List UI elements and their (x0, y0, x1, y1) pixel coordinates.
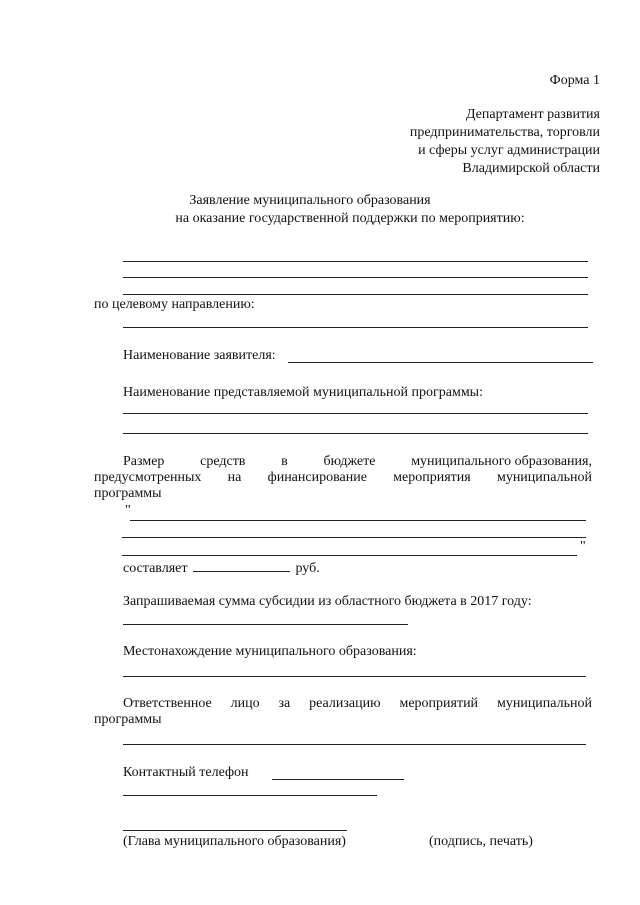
responsible-line[interactable] (123, 744, 586, 745)
form-label: Форма 1 (549, 73, 600, 88)
sign-label: (подпись, печать) (429, 834, 533, 849)
funds-word: на (227, 470, 242, 485)
program-line-1[interactable] (123, 413, 588, 414)
funds-word: в (281, 454, 288, 469)
responsible-word: Ответственное (123, 696, 212, 711)
title-line-1: Заявление муниципального образования (189, 193, 431, 208)
recipient-line-2: предпринимательства, торговли (409, 125, 600, 140)
direction-label: по целевому направлению: (94, 297, 255, 312)
amount-row (123, 558, 320, 577)
funds-word: мероприятия (393, 470, 471, 485)
amount-prefix: составляет (123, 561, 188, 576)
responsible-word: реализацию (309, 696, 381, 711)
event-line-1[interactable] (123, 261, 588, 262)
amount-suffix: руб. (295, 561, 320, 576)
funds-word: средств (200, 454, 246, 469)
responsible-row-2: программы (94, 712, 162, 727)
funds-row-2 (94, 470, 592, 486)
recipient-line-1: Департамент развития (465, 107, 600, 122)
quote-close: " (580, 539, 586, 554)
recipient-line-3: и сферы услуг администрации (418, 143, 600, 158)
responsible-word: лицо (230, 696, 260, 711)
signature-line[interactable] (123, 830, 347, 831)
phone-line[interactable] (272, 779, 404, 780)
program-label: Наименование представляемой муниципальной программы: (123, 385, 483, 400)
subsidy-line[interactable] (123, 624, 408, 625)
responsible-word: за (278, 696, 291, 711)
amount-field[interactable] (193, 558, 290, 572)
responsible-word: мероприятий (399, 696, 479, 711)
funds-word: финансирование (267, 470, 367, 485)
funds-word: Размер (123, 454, 165, 469)
event-line-2[interactable] (123, 277, 588, 278)
applicant-label: Наименование заявителя: (123, 348, 276, 363)
phone-line-2[interactable] (123, 795, 377, 796)
title-line-2: на оказание государственной поддержки по мероприятию: (175, 211, 525, 226)
funds-word: муниципального образования, (411, 454, 592, 469)
responsible-row-1 (123, 696, 592, 712)
applicant-line[interactable] (288, 362, 593, 363)
funds-line-2[interactable] (122, 537, 586, 538)
funds-row-1 (123, 454, 592, 470)
quote-open: " (125, 503, 131, 518)
program-line-2[interactable] (123, 433, 588, 434)
subsidy-label: Запрашиваемая сумма субсидии из областного бюджета в 2017 году: (123, 594, 532, 609)
phone-label: Контактный телефон (123, 765, 249, 780)
event-line-3[interactable] (123, 294, 588, 295)
head-label: (Глава муниципального образования) (123, 834, 346, 849)
location-label: Местонахождение муниципального образования: (123, 644, 417, 659)
funds-row-3: программы (94, 486, 162, 501)
direction-line[interactable] (123, 327, 588, 328)
funds-line-1[interactable] (130, 520, 586, 521)
funds-line-3[interactable] (122, 555, 577, 556)
location-line[interactable] (123, 676, 586, 677)
funds-word: предусмотренных (94, 470, 202, 485)
funds-word: муниципальной (496, 470, 592, 485)
recipient-line-4: Владимирской области (462, 161, 600, 176)
responsible-word: муниципальной (496, 696, 592, 711)
funds-word: бюджете (323, 454, 376, 469)
